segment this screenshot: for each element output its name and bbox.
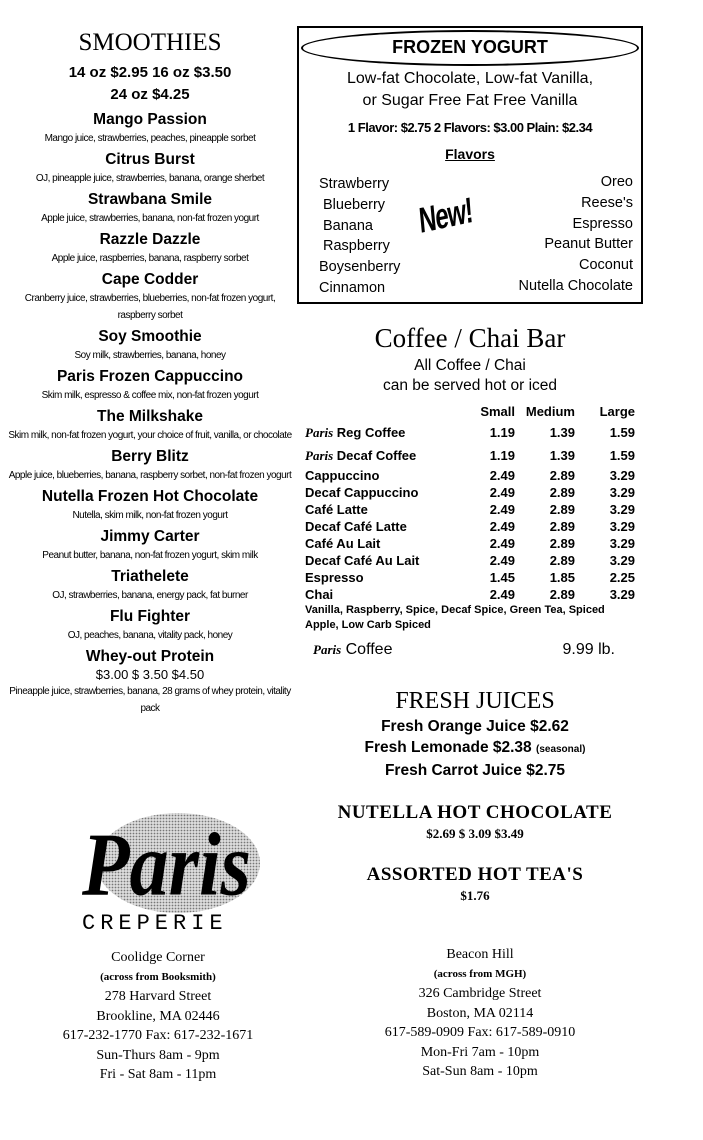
juice-item	[305, 760, 645, 781]
item-label: Espresso	[305, 570, 364, 585]
coffee-price-table	[305, 402, 635, 603]
hot-chocolate-title: NUTELLA HOT CHOCOLATE	[337, 802, 613, 823]
table-row	[305, 467, 635, 484]
price-large: 3.29	[609, 502, 635, 517]
item-label: Chai	[305, 587, 334, 602]
flavor-item: Coconut	[578, 257, 633, 274]
smoothie-name: Triathelete	[111, 568, 189, 585]
table-row	[305, 444, 635, 467]
table-row	[305, 569, 635, 586]
item-name	[305, 586, 455, 603]
flavor-item: Peanut Butter	[544, 236, 633, 253]
price-medium: 2.89	[549, 468, 575, 483]
location-beacon-hill	[330, 945, 630, 1082]
price-large: 3.29	[609, 587, 635, 602]
juice-name: Fresh Orange Juice	[381, 718, 526, 735]
price-large: 3.29	[609, 468, 635, 483]
item-name	[305, 569, 455, 586]
juice-price: $2.62	[530, 718, 569, 735]
smoothie-name: Mango Passion	[93, 111, 207, 128]
smoothie-name: Flu Fighter	[109, 608, 191, 625]
smoothie-name: Nutella Frozen Hot Chocolate	[41, 488, 259, 505]
price-medium: 1.39	[549, 448, 575, 463]
smoothie-item	[0, 407, 300, 444]
smoothie-name: Whey-out Protein	[85, 648, 215, 665]
column-header: Small	[480, 404, 515, 419]
price-large: 3.29	[609, 485, 635, 500]
smoothie-desc: Soy milk, strawberries, banana, honey	[74, 350, 226, 361]
juice-note: (seasonal)	[535, 744, 586, 755]
svg-text:CREPERIE: CREPERIE	[82, 911, 228, 935]
coffee-section	[305, 320, 635, 659]
price-medium: 2.89	[549, 502, 575, 517]
smoothie-item	[0, 607, 300, 644]
item-label: Cappuccino	[305, 468, 380, 483]
smoothie-prices: $3.00 $ 3.50 $4.50	[95, 667, 205, 682]
smoothie-desc: Apple juice, raspberries, banana, raspberry sorbet	[51, 253, 249, 264]
location-note: (across from Booksmith)	[100, 970, 216, 983]
smoothies-prices: 24 oz $4.25	[110, 86, 190, 103]
hot-chocolate-prices: $2.69 $ 3.09 $3.49	[426, 826, 524, 841]
smoothie-name: Strawbana Smile	[87, 191, 213, 208]
price-large: 3.29	[609, 536, 635, 551]
smoothies-prices: 14 oz $2.95 16 oz $3.50	[68, 64, 232, 81]
table-row	[305, 552, 635, 569]
juice-item	[305, 716, 645, 737]
coffee-subtitle: All Coffee / Chai	[414, 357, 526, 374]
flavors-label: Flavors	[445, 146, 495, 162]
smoothie-item	[0, 447, 300, 484]
smoothie-item	[0, 190, 300, 227]
paris-creperie-logo	[60, 805, 270, 935]
price-large: 3.29	[609, 553, 635, 568]
price-medium: 2.89	[549, 587, 575, 602]
price-small: 2.49	[489, 502, 515, 517]
paris-brand: Paris	[305, 425, 334, 440]
bulk-coffee	[305, 641, 635, 659]
item-label: Decaf Café Au Lait	[305, 553, 420, 568]
item-label: Decaf Coffee	[336, 448, 417, 463]
smoothie-desc: Apple juice, strawberries, banana, non-fat frozen yogurt	[41, 213, 259, 224]
item-name	[305, 484, 455, 501]
frozen-yogurt-desc: or Sugar Free Fat Free Vanilla	[362, 92, 578, 109]
smoothie-item	[0, 367, 300, 404]
flavor-item: Strawberry	[319, 176, 390, 192]
smoothie-desc: Cranberry juice, strawberries, blueberries, non-fat frozen yogurt, raspberry sorbet	[24, 293, 276, 321]
smoothie-item	[0, 327, 300, 364]
flavor-item: Blueberry	[323, 196, 386, 213]
flavors-right	[519, 172, 633, 297]
location-name: Coolidge Corner	[111, 950, 205, 965]
smoothies-section	[0, 0, 300, 717]
coffee-title: Coffee / Chai Bar	[374, 323, 566, 353]
price-small: 2.49	[489, 468, 515, 483]
price-small: 1.45	[489, 570, 515, 585]
chai-flavors: Vanilla, Raspberry, Spice, Decaf Spice, Green Tea, Spiced Apple, Low Carb Spiced	[305, 604, 605, 631]
juices-section	[305, 686, 645, 905]
smoothie-name: Razzle Dazzle	[99, 231, 201, 248]
smoothie-name: Soy Smoothie	[98, 328, 202, 345]
smoothie-desc: Apple juice, blueberries, banana, raspberry sorbet, non-fat frozen yogurt	[8, 470, 292, 481]
price-large: 1.59	[609, 448, 635, 463]
paris-brand: Paris	[305, 448, 334, 463]
bulk-coffee-name: Coffee	[345, 641, 393, 658]
item-name	[305, 518, 455, 535]
flavors-left	[319, 174, 400, 299]
smoothie-desc: Skim milk, non-fat frozen yogurt, your choice of fruit, vanilla, or chocolate	[8, 430, 292, 441]
smoothies-title: SMOOTHIES	[78, 29, 222, 56]
price-medium: 2.89	[549, 519, 575, 534]
location-phone: 617-232-1770 Fax: 617-232-1671	[62, 1028, 254, 1043]
smoothie-name: Citrus Burst	[105, 151, 195, 168]
hot-tea-price: $1.76	[460, 888, 490, 903]
frozen-yogurt-desc: Low-fat Chocolate, Low-fat Vanilla,	[346, 70, 594, 87]
smoothie-name: Cape Codder	[101, 271, 199, 288]
frozen-yogurt-prices: 1 Flavor: $2.75 2 Flavors: $3.00 Plain: $2.34	[347, 120, 593, 135]
smoothie-desc: Mango juice, strawberries, peaches, pineapple sorbet	[44, 133, 256, 144]
smoothie-item	[0, 647, 300, 717]
location-street: 326 Cambridge Street	[418, 986, 542, 1001]
smoothie-item	[0, 527, 300, 564]
table-row	[305, 586, 635, 603]
location-coolidge	[8, 948, 308, 1085]
bulk-coffee-price: 9.99 lb.	[562, 641, 615, 658]
price-small: 2.49	[489, 587, 515, 602]
flavor-item: Oreo	[600, 174, 633, 190]
price-large: 2.25	[609, 570, 635, 585]
price-medium: 2.89	[549, 536, 575, 551]
smoothie-name: Paris Frozen Cappuccino	[56, 368, 244, 385]
location-city: Boston, MA 02114	[426, 1005, 534, 1021]
smoothie-item	[0, 270, 300, 324]
location-hours2: Sat-Sun 8am - 10pm	[422, 1064, 538, 1079]
flavor-item: Raspberry	[323, 238, 390, 255]
svg-text:Paris: Paris	[82, 815, 252, 915]
table-row	[305, 518, 635, 535]
item-label: Decaf Café Latte	[305, 519, 407, 534]
smoothie-item	[0, 110, 300, 147]
smoothie-item	[0, 230, 300, 267]
price-small: 2.49	[489, 536, 515, 551]
price-small: 2.49	[489, 553, 515, 568]
flavor-item: Nutella Chocolate	[518, 277, 633, 294]
column-header: Large	[599, 404, 635, 419]
hot-tea-title: ASSORTED HOT TEA'S	[366, 864, 584, 885]
item-label: Decaf Cappuccino	[305, 485, 419, 500]
smoothie-item	[0, 487, 300, 524]
frozen-yogurt-title: FROZEN YOGURT	[392, 37, 548, 57]
smoothie-desc: Nutella, skim milk, non-fat frozen yogurt	[72, 510, 228, 521]
item-name	[305, 444, 455, 467]
smoothie-desc: OJ, pineapple juice, strawberries, banana, orange sherbet	[35, 173, 265, 184]
location-phone: 617-589-0909 Fax: 617-589-0910	[384, 1025, 576, 1040]
smoothie-desc: Peanut butter, banana, non-fat frozen yogurt, skim milk	[42, 550, 258, 561]
price-small: 1.19	[489, 425, 515, 440]
column-header: Medium	[525, 404, 575, 419]
location-hours1: Sun-Thurs 8am - 9pm	[96, 1047, 220, 1063]
price-small: 2.49	[489, 485, 515, 500]
price-medium: 2.89	[549, 485, 575, 500]
flavor-item: Boysenberry	[319, 259, 401, 276]
smoothie-name: The Milkshake	[97, 408, 203, 425]
coffee-subtitle: can be served hot or iced	[382, 377, 558, 394]
location-name: Beacon Hill	[446, 947, 514, 962]
price-small: 2.49	[489, 519, 515, 534]
location-city: Brookline, MA 02446	[96, 1008, 220, 1024]
flavor-item: Reese's	[581, 194, 633, 211]
flavor-item: Espresso	[572, 215, 633, 232]
item-name	[305, 535, 455, 552]
paris-brand: Paris	[313, 642, 342, 657]
item-label: Reg Coffee	[336, 425, 406, 440]
table-row	[305, 421, 635, 444]
smoothie-name: Berry Blitz	[111, 448, 189, 465]
smoothie-desc: OJ, peaches, banana, vitality pack, honey	[67, 630, 233, 641]
frozen-yogurt-box	[297, 26, 643, 304]
table-row	[305, 501, 635, 518]
item-label: Café Au Lait	[305, 536, 381, 551]
juice-price: $2.75	[526, 762, 566, 779]
table-row	[305, 484, 635, 501]
location-note: (across from MGH)	[433, 967, 527, 980]
location-street: 278 Harvard Street	[104, 989, 212, 1004]
new-badge: New!	[417, 190, 474, 242]
smoothie-desc: OJ, strawberries, banana, energy pack, fat burner	[52, 590, 248, 601]
flavor-item: Cinnamon	[319, 279, 386, 296]
flavor-item: Banana	[323, 217, 373, 234]
price-small: 1.19	[489, 448, 515, 463]
smoothie-item	[0, 567, 300, 604]
item-name	[305, 467, 455, 484]
juice-name: Fresh Carrot Juice	[384, 762, 522, 779]
location-hours2: Fri - Sat 8am - 11pm	[99, 1067, 217, 1082]
juices-title: FRESH JUICES	[395, 688, 555, 714]
item-name	[305, 501, 455, 518]
smoothie-name: Jimmy Carter	[100, 528, 200, 545]
juice-item	[305, 737, 645, 760]
smoothie-desc: Skim milk, espresso & coffee mix, non-fat frozen yogurt	[41, 390, 259, 401]
price-medium: 1.39	[549, 425, 575, 440]
juice-name: Fresh Lemonade	[364, 739, 489, 756]
price-large: 3.29	[609, 519, 635, 534]
item-label: Café Latte	[305, 502, 368, 517]
price-large: 1.59	[609, 425, 635, 440]
smoothie-item	[0, 150, 300, 187]
price-medium: 1.85	[549, 570, 575, 585]
item-name	[305, 421, 455, 444]
location-hours1: Mon-Fri 7am - 10pm	[420, 1044, 540, 1060]
table-row	[305, 535, 635, 552]
item-name	[305, 552, 455, 569]
juice-price: $2.38	[492, 739, 532, 756]
price-medium: 2.89	[549, 553, 575, 568]
smoothie-desc: Pineapple juice, strawberries, banana, 28 grams of whey protein, vitality pack	[9, 686, 291, 714]
